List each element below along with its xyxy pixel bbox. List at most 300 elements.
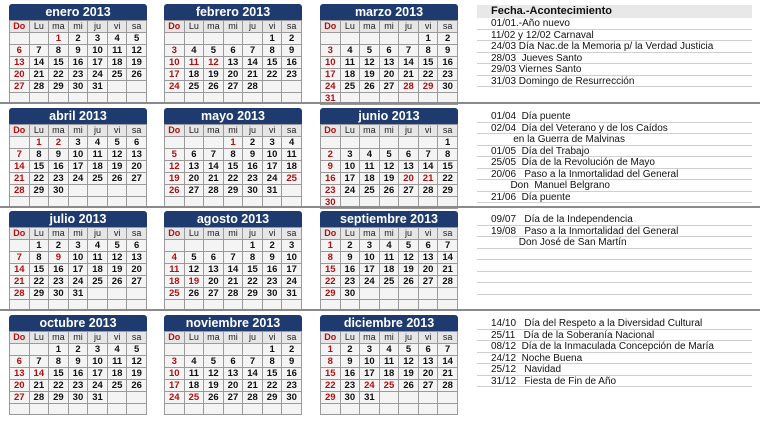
day-cell: 1 <box>321 240 341 252</box>
empty-cell <box>243 33 263 45</box>
day-cell: 9 <box>49 149 69 161</box>
weekday-label: Lu <box>29 125 49 137</box>
day-cell: 20 <box>399 173 419 185</box>
day-cell: 19 <box>127 368 147 380</box>
empty-cell <box>438 404 458 415</box>
day-cell: 8 <box>223 149 243 161</box>
day-cell: 5 <box>107 137 127 149</box>
day-cell: 4 <box>360 149 380 161</box>
day-cell: 9 <box>262 252 282 264</box>
day-cell: 3 <box>68 137 88 149</box>
day-cell: 20 <box>10 69 30 81</box>
weekday-label: sa <box>127 228 147 240</box>
day-cell: 16 <box>68 368 88 380</box>
empty-cell <box>379 288 399 300</box>
event-line: 29/03 Viernes Santo <box>477 64 752 76</box>
day-cell: 13 <box>184 161 204 173</box>
empty-cell <box>379 137 399 149</box>
day-cell: 19 <box>204 69 224 81</box>
month-calendar <box>9 211 147 311</box>
day-cell: 22 <box>29 276 49 288</box>
day-cell: 22 <box>49 69 69 81</box>
day-cell: 23 <box>243 173 263 185</box>
day-cell: 3 <box>165 356 185 368</box>
day-cell: 9 <box>243 149 263 161</box>
day-cell: 20 <box>127 264 147 276</box>
day-cell: 22 <box>262 380 282 392</box>
day-cell: 4 <box>107 33 127 45</box>
day-cell: 22 <box>321 276 341 288</box>
empty-cell <box>282 404 302 415</box>
weekday-label: ma <box>204 21 224 33</box>
day-cell: 15 <box>223 161 243 173</box>
day-cell: 21 <box>438 368 458 380</box>
day-cell: 13 <box>418 356 438 368</box>
day-cell: 9 <box>438 45 458 57</box>
empty-cell <box>127 288 147 300</box>
day-cell: 19 <box>360 69 380 81</box>
day-cell: 30 <box>438 81 458 93</box>
day-cell: 16 <box>262 264 282 276</box>
empty-cell <box>184 240 204 252</box>
event-line: 31/03 Domingo de Resurrección <box>477 76 752 88</box>
day-cell: 17 <box>282 264 302 276</box>
day-cell: 12 <box>127 45 147 57</box>
day-cell: 24 <box>321 81 341 93</box>
day-cell: 8 <box>29 252 49 264</box>
weekday-label: Lu <box>184 332 204 344</box>
day-cell: 12 <box>399 252 419 264</box>
day-cell: 20 <box>418 368 438 380</box>
day-cell: 6 <box>418 344 438 356</box>
day-cell: 17 <box>321 69 341 81</box>
day-cell: 2 <box>49 137 69 149</box>
day-cell: 30 <box>340 288 360 300</box>
empty-cell <box>418 404 438 415</box>
empty-cell <box>340 404 360 415</box>
day-cell: 12 <box>360 57 380 69</box>
day-cell: 26 <box>379 185 399 197</box>
month-title: abril 2013 <box>9 108 147 124</box>
day-cell: 29 <box>49 81 69 93</box>
weekday-label: Lu <box>29 228 49 240</box>
empty-cell <box>282 185 302 197</box>
day-cell: 23 <box>49 173 69 185</box>
weekday-label: mi <box>379 125 399 137</box>
day-cell: 30 <box>262 288 282 300</box>
day-cell: 8 <box>418 45 438 57</box>
day-cell: 20 <box>223 69 243 81</box>
day-cell: 23 <box>282 380 302 392</box>
empty-cell <box>399 288 419 300</box>
empty-cell <box>184 33 204 45</box>
weekday-label: mi <box>68 228 88 240</box>
day-cell: 27 <box>127 173 147 185</box>
day-cell: 22 <box>438 173 458 185</box>
day-cell: 4 <box>379 344 399 356</box>
row-separator <box>0 102 760 104</box>
day-cell: 28 <box>418 185 438 197</box>
day-cell: 3 <box>88 33 108 45</box>
day-cell: 14 <box>204 161 224 173</box>
month-calendar <box>164 315 302 415</box>
empty-cell <box>127 404 147 415</box>
weekday-label: sa <box>438 332 458 344</box>
day-cell: 1 <box>438 137 458 149</box>
day-cell: 4 <box>88 240 108 252</box>
weekday-label: sa <box>438 228 458 240</box>
day-cell: 6 <box>379 45 399 57</box>
day-cell: 6 <box>223 45 243 57</box>
day-cell: 16 <box>68 57 88 69</box>
day-cell: 21 <box>418 173 438 185</box>
day-cell: 3 <box>262 137 282 149</box>
day-cell: 22 <box>243 276 263 288</box>
weekday-label: ju <box>88 332 108 344</box>
day-cell: 11 <box>165 264 185 276</box>
weekday-label: ju <box>88 21 108 33</box>
day-cell: 5 <box>184 252 204 264</box>
day-cell: 19 <box>107 264 127 276</box>
event-line: 20/06 Paso a la Inmortalidad del General <box>477 169 752 181</box>
day-cell: 16 <box>243 161 263 173</box>
day-cell: 14 <box>10 264 30 276</box>
day-cell: 4 <box>184 356 204 368</box>
day-cell: 20 <box>223 380 243 392</box>
day-cell: 29 <box>243 288 263 300</box>
day-cell: 2 <box>68 344 88 356</box>
day-cell: 13 <box>127 149 147 161</box>
month-calendar <box>320 108 458 209</box>
day-cell: 31 <box>321 93 341 105</box>
day-cell: 10 <box>68 149 88 161</box>
day-cell: 25 <box>88 173 108 185</box>
day-cell: 5 <box>379 149 399 161</box>
day-cell: 14 <box>29 57 49 69</box>
day-cell: 1 <box>29 137 49 149</box>
event-line <box>477 260 752 272</box>
empty-cell <box>223 240 243 252</box>
day-cell: 4 <box>282 137 302 149</box>
empty-cell <box>10 137 30 149</box>
day-cell: 14 <box>438 356 458 368</box>
day-cell: 7 <box>29 45 49 57</box>
events-group <box>477 111 752 203</box>
day-cell: 12 <box>204 57 224 69</box>
day-cell: 24 <box>88 69 108 81</box>
day-cell: 30 <box>321 197 341 209</box>
day-cell: 26 <box>127 69 147 81</box>
day-cell: 31 <box>360 392 380 404</box>
day-cell: 13 <box>418 252 438 264</box>
day-cell: 5 <box>127 33 147 45</box>
day-cell: 25 <box>184 81 204 93</box>
weekday-label: mi <box>379 332 399 344</box>
weekday-label: Lu <box>340 228 360 240</box>
month-title: octubre 2013 <box>9 315 147 331</box>
day-cell: 12 <box>165 161 185 173</box>
day-cell: 8 <box>243 252 263 264</box>
day-cell: 7 <box>29 356 49 368</box>
day-cell: 28 <box>243 392 263 404</box>
day-cell: 18 <box>184 380 204 392</box>
empty-cell <box>438 288 458 300</box>
empty-cell <box>379 392 399 404</box>
day-cell: 26 <box>165 185 185 197</box>
day-cell: 18 <box>282 161 302 173</box>
day-cell: 10 <box>68 252 88 264</box>
weekday-label: sa <box>282 125 302 137</box>
month-title: febrero 2013 <box>164 4 302 20</box>
day-cell: 24 <box>360 380 380 392</box>
weekday-label: vi <box>262 332 282 344</box>
weekday-label: Lu <box>29 21 49 33</box>
day-cell: 9 <box>340 356 360 368</box>
day-cell: 31 <box>262 185 282 197</box>
day-cell: 2 <box>340 240 360 252</box>
weekday-label: ma <box>360 228 380 240</box>
day-cell: 18 <box>88 161 108 173</box>
day-cell: 15 <box>262 57 282 69</box>
day-cell: 2 <box>49 240 69 252</box>
day-cell: 10 <box>360 252 380 264</box>
day-cell: 27 <box>379 81 399 93</box>
day-cell: 18 <box>107 368 127 380</box>
day-cell: 29 <box>29 288 49 300</box>
day-cell: 4 <box>165 252 185 264</box>
event-line: 02/04 Día del Veterano y de los Caídos <box>477 123 752 135</box>
day-cell: 25 <box>340 81 360 93</box>
day-cell: 16 <box>49 161 69 173</box>
day-cell: 4 <box>340 45 360 57</box>
day-cell: 6 <box>418 240 438 252</box>
day-cell: 2 <box>321 149 341 161</box>
weekday-label: Lu <box>184 125 204 137</box>
weekday-label: vi <box>418 332 438 344</box>
day-cell: 25 <box>379 380 399 392</box>
day-cell: 6 <box>223 356 243 368</box>
day-cell: 27 <box>10 392 30 404</box>
day-cell: 22 <box>321 380 341 392</box>
day-cell: 28 <box>29 81 49 93</box>
day-cell: 16 <box>340 368 360 380</box>
day-cell: 26 <box>204 81 224 93</box>
weekday-label: mi <box>223 21 243 33</box>
weekday-label: vi <box>107 21 127 33</box>
empty-cell <box>418 137 438 149</box>
day-cell: 18 <box>88 264 108 276</box>
empty-cell <box>127 392 147 404</box>
weekday-label: Lu <box>184 228 204 240</box>
weekday-label: ju <box>243 228 263 240</box>
empty-cell <box>262 404 282 415</box>
empty-cell <box>10 344 30 356</box>
day-cell: 29 <box>321 392 341 404</box>
day-cell: 18 <box>379 368 399 380</box>
event-line: 31/12 Fiesta de Fin de Año <box>477 376 752 388</box>
day-cell: 5 <box>399 344 419 356</box>
empty-cell <box>184 344 204 356</box>
day-cell: 22 <box>418 69 438 81</box>
day-cell: 22 <box>49 380 69 392</box>
weekday-label: mi <box>379 228 399 240</box>
day-cell: 1 <box>243 240 263 252</box>
month-title: diciembre 2013 <box>320 315 458 331</box>
day-cell: 27 <box>223 392 243 404</box>
day-cell: 31 <box>282 288 302 300</box>
day-cell: 14 <box>418 161 438 173</box>
day-cell: 19 <box>399 368 419 380</box>
day-cell: 30 <box>49 185 69 197</box>
weekday-label: vi <box>418 228 438 240</box>
day-cell: 24 <box>68 276 88 288</box>
month-title: noviembre 2013 <box>164 315 302 331</box>
empty-cell <box>127 81 147 93</box>
day-cell: 19 <box>399 264 419 276</box>
day-cell: 10 <box>321 57 341 69</box>
day-cell: 8 <box>49 45 69 57</box>
events-group <box>477 5 752 87</box>
day-cell: 8 <box>321 356 341 368</box>
empty-cell <box>29 33 49 45</box>
day-cell: 30 <box>68 81 88 93</box>
day-cell: 17 <box>262 161 282 173</box>
day-cell: 28 <box>10 288 30 300</box>
month-calendar <box>164 108 302 208</box>
weekday-label: vi <box>107 125 127 137</box>
day-cell: 18 <box>165 276 185 288</box>
day-cell: 10 <box>165 368 185 380</box>
event-line: 19/08 Paso a la Inmortalidad del General <box>477 226 752 238</box>
empty-cell <box>29 344 49 356</box>
day-cell: 25 <box>107 69 127 81</box>
day-cell: 12 <box>399 356 419 368</box>
day-cell: 14 <box>10 161 30 173</box>
day-cell: 11 <box>379 356 399 368</box>
day-cell: 2 <box>438 33 458 45</box>
empty-cell <box>107 288 127 300</box>
day-cell: 17 <box>340 173 360 185</box>
weekday-label: Do <box>10 332 30 344</box>
day-cell: 7 <box>418 149 438 161</box>
weekday-label: ju <box>399 332 419 344</box>
day-cell: 31 <box>88 392 108 404</box>
day-cell: 28 <box>243 81 263 93</box>
day-cell: 2 <box>282 344 302 356</box>
day-cell: 27 <box>204 288 224 300</box>
day-cell: 27 <box>10 81 30 93</box>
day-cell: 26 <box>184 288 204 300</box>
day-cell: 23 <box>438 69 458 81</box>
weekday-label: ju <box>399 228 419 240</box>
day-cell: 27 <box>418 276 438 288</box>
day-cell: 23 <box>49 276 69 288</box>
weekday-label: vi <box>262 125 282 137</box>
day-cell: 7 <box>243 356 263 368</box>
empty-cell <box>360 404 380 415</box>
empty-cell <box>68 404 88 415</box>
weekday-label: Lu <box>340 125 360 137</box>
day-cell: 27 <box>399 185 419 197</box>
day-cell: 5 <box>360 45 380 57</box>
day-cell: 2 <box>340 344 360 356</box>
day-cell: 6 <box>127 137 147 149</box>
weekday-label: Do <box>321 125 341 137</box>
day-cell: 21 <box>223 276 243 288</box>
weekday-label: vi <box>418 21 438 33</box>
empty-cell <box>223 33 243 45</box>
day-cell: 9 <box>282 356 302 368</box>
day-cell: 4 <box>379 240 399 252</box>
day-cell: 28 <box>438 276 458 288</box>
weekday-label: Do <box>321 228 341 240</box>
weekday-label: Do <box>10 125 30 137</box>
day-cell: 20 <box>418 264 438 276</box>
month-title: agosto 2013 <box>164 211 302 227</box>
day-cell: 25 <box>379 276 399 288</box>
weekday-label: Lu <box>29 332 49 344</box>
day-cell: 26 <box>107 173 127 185</box>
empty-cell <box>107 185 127 197</box>
day-cell: 14 <box>29 368 49 380</box>
weekday-label: vi <box>107 228 127 240</box>
weekday-label: Do <box>10 228 30 240</box>
day-cell: 7 <box>10 252 30 264</box>
day-cell: 17 <box>165 69 185 81</box>
empty-cell <box>399 33 419 45</box>
day-cell: 21 <box>243 69 263 81</box>
day-cell: 4 <box>184 45 204 57</box>
day-cell: 13 <box>223 368 243 380</box>
day-cell: 10 <box>88 45 108 57</box>
empty-cell <box>204 137 224 149</box>
day-cell: 8 <box>49 356 69 368</box>
weekday-label: vi <box>418 125 438 137</box>
weekday-label: vi <box>262 21 282 33</box>
event-line: 28/03 Jueves Santo <box>477 53 752 65</box>
day-cell: 7 <box>10 149 30 161</box>
day-cell: 5 <box>107 240 127 252</box>
empty-cell <box>399 392 419 404</box>
day-cell: 14 <box>243 57 263 69</box>
day-cell: 29 <box>49 392 69 404</box>
events-title: Fecha.-Acontecimiento <box>477 5 752 18</box>
month-calendar <box>320 4 458 105</box>
day-cell: 24 <box>282 276 302 288</box>
event-line: 24/03 Día Nac.de la Memoria p/ la Verdad Justicia <box>477 41 752 53</box>
empty-cell <box>418 288 438 300</box>
weekday-label: Do <box>321 332 341 344</box>
day-cell: 3 <box>360 344 380 356</box>
day-cell: 21 <box>10 276 30 288</box>
day-cell: 1 <box>321 344 341 356</box>
day-cell: 18 <box>379 264 399 276</box>
empty-cell <box>360 33 380 45</box>
day-cell: 2 <box>243 137 263 149</box>
day-cell: 20 <box>10 380 30 392</box>
day-cell: 8 <box>262 356 282 368</box>
day-cell: 22 <box>223 173 243 185</box>
day-cell: 27 <box>184 185 204 197</box>
day-cell: 26 <box>399 276 419 288</box>
events-group <box>477 318 752 387</box>
weekday-label: ju <box>399 125 419 137</box>
day-cell: 17 <box>68 161 88 173</box>
day-cell: 9 <box>321 161 341 173</box>
day-cell: 13 <box>399 161 419 173</box>
empty-cell <box>379 404 399 415</box>
weekday-label: vi <box>107 332 127 344</box>
